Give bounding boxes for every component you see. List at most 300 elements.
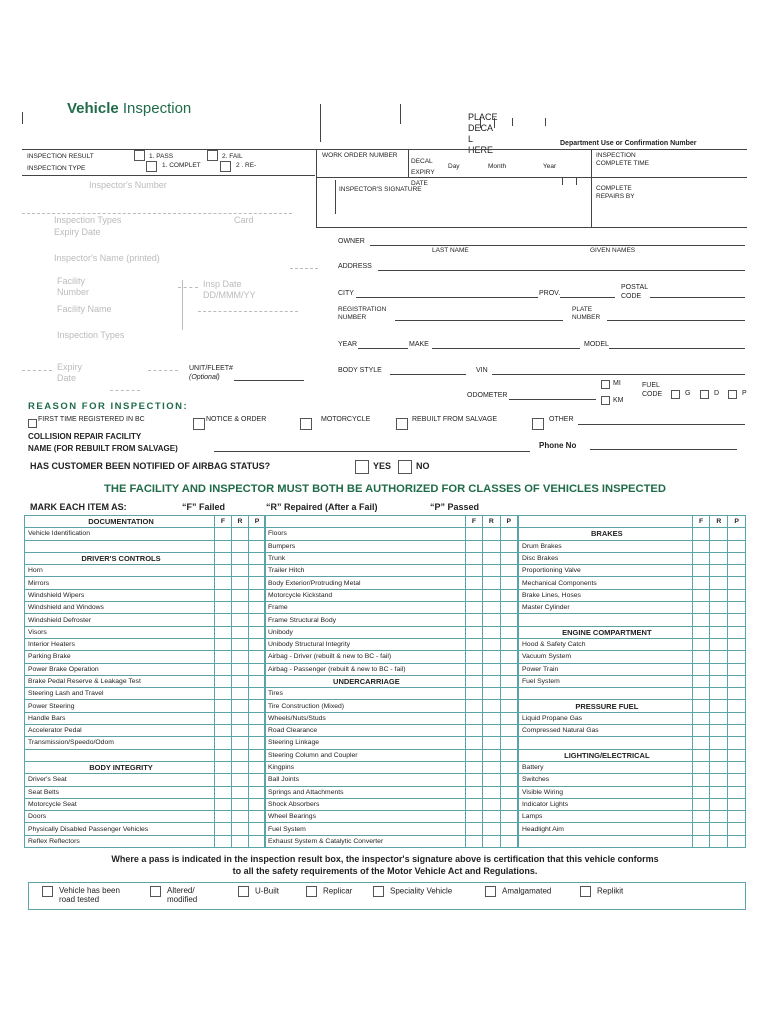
mark-cell-f[interactable]	[465, 798, 482, 810]
mark-cell-p[interactable]	[500, 565, 517, 577]
option-replikit[interactable]: Replikit	[580, 886, 623, 897]
mark-cell-p[interactable]	[500, 552, 517, 564]
mark-cell-r[interactable]	[232, 811, 249, 823]
mark-cell-f[interactable]	[215, 528, 232, 540]
mark-cell-f[interactable]	[215, 577, 232, 589]
mark-cell-p[interactable]	[249, 823, 266, 835]
mark-cell-r[interactable]	[710, 823, 728, 835]
mark-cell-p[interactable]	[249, 602, 266, 614]
mark-cell-p[interactable]	[500, 688, 517, 700]
mark-cell-p[interactable]	[500, 823, 517, 835]
mark-cell-f[interactable]	[215, 712, 232, 724]
mark-cell-r[interactable]	[232, 638, 249, 650]
mark-cell-f[interactable]	[465, 811, 482, 823]
mark-cell-p[interactable]	[728, 725, 746, 737]
mark-cell-p[interactable]	[728, 565, 746, 577]
mark-cell-r[interactable]	[232, 725, 249, 737]
item-label: Parking Brake	[25, 651, 215, 663]
mark-cell-r[interactable]	[483, 700, 500, 712]
mark-cell-r[interactable]	[710, 712, 728, 724]
mark-cell-r[interactable]	[710, 811, 728, 823]
pass-checkbox[interactable]	[134, 150, 145, 161]
mark-cell-p[interactable]	[249, 589, 266, 601]
mark-cell-p[interactable]	[500, 626, 517, 638]
mark-cell-r[interactable]	[232, 565, 249, 577]
mark-cell-f[interactable]	[215, 589, 232, 601]
item-label: Unibody	[265, 626, 466, 638]
unit-fleet-field[interactable]	[234, 380, 304, 381]
mark-cell-f[interactable]	[692, 589, 710, 601]
mark-cell-f[interactable]	[465, 614, 482, 626]
mark-cell-r[interactable]	[710, 577, 728, 589]
other-checkbox[interactable]	[532, 418, 544, 430]
mark-cell-f[interactable]	[465, 700, 482, 712]
mark-cell-p[interactable]	[500, 712, 517, 724]
mark-cell-p[interactable]	[500, 835, 517, 847]
item-label: Wheel Bearings	[265, 811, 466, 823]
km-label: KM	[613, 397, 624, 404]
mark-cell-f[interactable]	[692, 798, 710, 810]
item-label: Ball Joints	[265, 774, 466, 786]
mark-cell-f[interactable]	[465, 602, 482, 614]
mark-cell-p[interactable]	[500, 774, 517, 786]
mark-cell-p[interactable]	[249, 663, 266, 675]
owner-field[interactable]	[370, 245, 745, 246]
mark-cell-r[interactable]	[483, 663, 500, 675]
mark-cell-f[interactable]	[465, 823, 482, 835]
mark-cell-r[interactable]	[232, 651, 249, 663]
mark-cell-r[interactable]	[232, 688, 249, 700]
mark-cell-f[interactable]	[465, 589, 482, 601]
item-label: Unibody Structural Integrity	[265, 638, 466, 650]
mark-cell-r[interactable]	[232, 798, 249, 810]
km-checkbox[interactable]	[601, 396, 610, 405]
mark-cell-r[interactable]	[710, 663, 728, 675]
make-label: MAKE	[409, 341, 429, 348]
section-header: PRESSURE FUEL	[519, 700, 693, 712]
mark-cell-f[interactable]	[465, 761, 482, 773]
mark-cell-f[interactable]	[465, 835, 482, 847]
mark-cell-r[interactable]	[710, 540, 728, 552]
mark-cell-p[interactable]	[500, 638, 517, 650]
body-style-label: BODY STYLE	[338, 367, 382, 374]
table-row	[519, 565, 746, 577]
model-field[interactable]	[609, 348, 745, 349]
item-label: Mirrors	[25, 577, 215, 589]
option-speciality[interactable]: Speciality Vehicle	[373, 886, 452, 897]
section-header: DOCUMENTATION	[25, 516, 215, 528]
mark-cell-p[interactable]	[500, 540, 517, 552]
mark-cell-p[interactable]	[500, 811, 517, 823]
mi-checkbox[interactable]	[601, 380, 610, 389]
item-label: Indicator Lights	[519, 798, 693, 810]
table-row	[519, 540, 746, 552]
mark-cell-r[interactable]	[232, 626, 249, 638]
table-row	[25, 552, 266, 564]
mark-cell-f[interactable]	[692, 638, 710, 650]
mark-cell-p[interactable]	[500, 725, 517, 737]
mark-cell-r[interactable]	[710, 589, 728, 601]
table-row	[25, 774, 266, 786]
mark-cell-p[interactable]	[249, 774, 266, 786]
year-field[interactable]	[358, 348, 408, 349]
item-label: Trailer Hitch	[265, 565, 466, 577]
reinspect-checkbox[interactable]	[220, 161, 231, 172]
collision-label-1: COLLISION REPAIR FACILITY	[28, 432, 142, 441]
mark-cell-f[interactable]	[692, 651, 710, 663]
mark-cell-f[interactable]	[692, 823, 710, 835]
fuel-p-checkbox[interactable]	[728, 390, 737, 399]
mark-cell-f[interactable]	[215, 798, 232, 810]
city-field[interactable]	[356, 297, 538, 298]
mark-cell-f[interactable]	[465, 749, 482, 761]
mark-cell-r[interactable]	[710, 552, 728, 564]
mark-cell-p[interactable]	[500, 798, 517, 810]
mark-cell-f[interactable]	[215, 737, 232, 749]
mark-repaired: “R” Repaired (After a Fail)	[266, 502, 378, 512]
mark-cell-r	[232, 552, 249, 564]
mark-cell-f[interactable]	[215, 614, 232, 626]
mark-cell-f[interactable]	[465, 651, 482, 663]
vin-field[interactable]	[492, 374, 745, 375]
odometer-field[interactable]	[509, 399, 596, 400]
item-label: Road Clearance	[265, 725, 466, 737]
address-field[interactable]	[378, 270, 745, 271]
notice-label: NOTICE & ORDER	[206, 416, 267, 423]
mark-cell-r[interactable]	[232, 712, 249, 724]
mark-cell-p[interactable]	[249, 626, 266, 638]
mark-cell-r[interactable]	[710, 774, 728, 786]
mark-cell-r[interactable]	[483, 552, 500, 564]
mark-cell-f[interactable]	[692, 675, 710, 687]
table-row	[265, 552, 518, 564]
phone-field[interactable]	[590, 449, 737, 450]
mark-cell-f[interactable]	[215, 774, 232, 786]
table-row	[519, 589, 746, 601]
mark-cell-p[interactable]	[500, 589, 517, 601]
other-label: OTHER	[549, 416, 574, 423]
inspection-types: Inspection Types	[54, 215, 122, 225]
mark-cell-f[interactable]	[215, 688, 232, 700]
mark-cell-r[interactable]	[232, 614, 249, 626]
mark-cell-p[interactable]	[249, 700, 266, 712]
mark-cell-p[interactable]	[249, 798, 266, 810]
item-label	[519, 737, 693, 749]
mark-cell-f[interactable]	[215, 565, 232, 577]
collision-facility-field[interactable]	[214, 451, 530, 452]
item-label	[25, 540, 215, 552]
item-label: Kingpins	[265, 761, 466, 773]
mark-cell-p[interactable]	[249, 725, 266, 737]
registration-field[interactable]	[395, 320, 563, 321]
mark-cell-r[interactable]	[483, 565, 500, 577]
mark-cell-f[interactable]	[465, 712, 482, 724]
salvage-checkbox[interactable]	[396, 418, 408, 430]
mark-cell-p[interactable]	[728, 651, 746, 663]
option-altered[interactable]: Altered/ modified	[150, 886, 197, 904]
mark-cell-r[interactable]	[483, 577, 500, 589]
mark-cell-f[interactable]	[465, 565, 482, 577]
prov-field[interactable]	[560, 297, 615, 298]
mark-cell-f[interactable]	[465, 725, 482, 737]
postal-code-field[interactable]	[650, 297, 745, 298]
reinspect-label: 2 . RE-	[236, 162, 257, 169]
mark-cell-r[interactable]	[232, 589, 249, 601]
mark-cell-r[interactable]	[483, 626, 500, 638]
mark-cell-f[interactable]	[465, 688, 482, 700]
mark-cell-p[interactable]	[728, 602, 746, 614]
mark-cell-p	[249, 749, 266, 761]
mark-cell-f[interactable]	[465, 663, 482, 675]
mark-cell-f[interactable]	[465, 638, 482, 650]
mark-cell-r[interactable]	[710, 798, 728, 810]
mark-cell-p[interactable]	[500, 663, 517, 675]
mark-cell-r[interactable]	[232, 577, 249, 589]
complete-time-label: INSPECTION COMPLETE TIME	[596, 152, 649, 167]
mark-cell-r[interactable]	[483, 725, 500, 737]
mark-cell-r[interactable]	[232, 786, 249, 798]
make-field[interactable]	[432, 348, 580, 349]
card-label: Card	[234, 215, 254, 225]
mark-cell-p	[728, 737, 746, 749]
mark-cell-f[interactable]	[465, 737, 482, 749]
mark-cell-r[interactable]	[483, 602, 500, 614]
fuel-d-checkbox[interactable]	[700, 390, 709, 399]
mark-cell-r[interactable]	[483, 774, 500, 786]
mark-cell-r[interactable]	[483, 540, 500, 552]
mark-cell-r[interactable]	[710, 651, 728, 663]
mark-cell-p[interactable]	[728, 663, 746, 675]
mark-cell-r[interactable]	[710, 565, 728, 577]
mark-cell-p[interactable]	[500, 737, 517, 749]
mark-cell-r[interactable]	[483, 761, 500, 773]
insp-date: Insp Date DD/MMM/YY	[203, 279, 256, 300]
mark-cell-r[interactable]	[483, 749, 500, 761]
mark-cell-r[interactable]	[483, 638, 500, 650]
mark-cell-f[interactable]	[465, 786, 482, 798]
mark-cell-f[interactable]	[692, 761, 710, 773]
mark-cell-p[interactable]	[500, 602, 517, 614]
item-label: Handle Bars	[25, 712, 215, 724]
mark-cell-r[interactable]	[483, 712, 500, 724]
item-label: Exhaust System & Catalytic Converter	[265, 835, 466, 847]
mark-cell-f[interactable]	[692, 663, 710, 675]
table-row	[519, 725, 746, 737]
mark-cell-f[interactable]	[215, 626, 232, 638]
mark-cell-r[interactable]	[232, 835, 249, 847]
mark-cell-r[interactable]	[710, 725, 728, 737]
mark-cell-r[interactable]	[483, 528, 500, 540]
mark-cell-f	[215, 540, 232, 552]
mark-cell-r[interactable]	[232, 700, 249, 712]
item-label	[519, 614, 693, 626]
motorcycle-checkbox[interactable]	[300, 418, 312, 430]
inspection-result-label: INSPECTION RESULT	[27, 153, 94, 160]
mark-cell-p	[728, 688, 746, 700]
mark-cell-p[interactable]	[500, 528, 517, 540]
mark-cell-f[interactable]	[692, 774, 710, 786]
mark-cell-p[interactable]	[728, 589, 746, 601]
mark-cell-p[interactable]	[249, 651, 266, 663]
fuel-g-checkbox[interactable]	[671, 390, 680, 399]
mark-cell-r[interactable]	[710, 786, 728, 798]
mark-cell-p[interactable]	[249, 528, 266, 540]
item-label: Power Train	[519, 663, 693, 675]
mark-cell-p[interactable]	[249, 737, 266, 749]
mark-cell-p[interactable]	[249, 811, 266, 823]
fail-checkbox[interactable]	[207, 150, 218, 161]
mark-cell-p	[728, 528, 746, 540]
mark-cell-p[interactable]	[728, 638, 746, 650]
mark-cell-p[interactable]	[728, 540, 746, 552]
mark-cell-f[interactable]	[215, 786, 232, 798]
mark-cell-f[interactable]	[215, 811, 232, 823]
mark-cell-r[interactable]	[232, 774, 249, 786]
mark-cell-p[interactable]	[728, 712, 746, 724]
item-label: Master Cylinder	[519, 602, 693, 614]
mark-cell-r[interactable]	[232, 602, 249, 614]
mark-cell-f[interactable]	[465, 552, 482, 564]
mark-cell-p[interactable]	[728, 577, 746, 589]
option-replicar[interactable]: Replicar	[306, 886, 352, 897]
mark-cell-f[interactable]	[465, 577, 482, 589]
mark-cell-r[interactable]	[232, 737, 249, 749]
table-row	[265, 589, 518, 601]
mark-cell-p[interactable]	[249, 786, 266, 798]
mark-cell-r[interactable]	[483, 811, 500, 823]
mark-cell-r[interactable]	[483, 737, 500, 749]
table-header-row	[25, 516, 266, 528]
mark-cell-f[interactable]	[215, 835, 232, 847]
item-label: Power Brake Operation	[25, 663, 215, 675]
mark-cell-r[interactable]	[710, 675, 728, 687]
mark-cell-p[interactable]	[249, 638, 266, 650]
mark-cell-p[interactable]	[728, 774, 746, 786]
mark-cell-p[interactable]	[249, 688, 266, 700]
plate-label: PLATE NUMBER	[572, 306, 601, 321]
item-label: Trunk	[265, 552, 466, 564]
plate-field[interactable]	[607, 320, 745, 321]
mark-cell-f[interactable]	[692, 552, 710, 564]
mark-cell-p[interactable]	[728, 811, 746, 823]
table-row	[519, 614, 746, 626]
airbag-yes-label: YES	[373, 461, 392, 471]
complete-checkbox[interactable]	[146, 161, 157, 172]
mark-cell-r[interactable]	[483, 688, 500, 700]
mark-cell-f[interactable]	[692, 602, 710, 614]
mark-cell-f[interactable]	[465, 774, 482, 786]
mark-cell-p[interactable]	[249, 565, 266, 577]
mark-cell-p[interactable]	[500, 577, 517, 589]
mark-cell-f[interactable]	[215, 663, 232, 675]
mark-cell-r[interactable]	[710, 761, 728, 773]
mark-cell-p[interactable]	[728, 552, 746, 564]
mark-cell-p[interactable]	[500, 786, 517, 798]
mark-cell-f[interactable]	[692, 712, 710, 724]
mark-cell-f[interactable]	[692, 565, 710, 577]
mark-cell-p[interactable]	[500, 700, 517, 712]
mark-cell-p[interactable]	[728, 761, 746, 773]
mark-cell-r[interactable]	[483, 823, 500, 835]
mark-cell-r[interactable]	[483, 835, 500, 847]
mark-cell-f[interactable]	[692, 725, 710, 737]
mark-cell-p[interactable]	[500, 749, 517, 761]
mark-cell-f[interactable]	[215, 638, 232, 650]
mark-cell-p[interactable]	[500, 761, 517, 773]
body-style-field[interactable]	[390, 374, 466, 375]
table-row	[265, 761, 518, 773]
mark-cell-p[interactable]	[728, 798, 746, 810]
section-header: DRIVER'S CONTROLS	[25, 552, 215, 564]
table-row	[25, 725, 266, 737]
vin-label: VIN	[476, 367, 488, 374]
notice-checkbox[interactable]	[193, 418, 205, 430]
mark-cell-p[interactable]	[500, 614, 517, 626]
mark-cell-f[interactable]	[215, 700, 232, 712]
signature-label: INSPECTOR'S SIGNATURE	[339, 186, 422, 193]
mark-cell-p[interactable]	[249, 712, 266, 724]
mark-cell-r[interactable]	[710, 602, 728, 614]
facility-name: Facility Name	[57, 304, 112, 314]
option-u-built[interactable]: U-Built	[238, 886, 279, 897]
mark-cell-p[interactable]	[249, 675, 266, 687]
mark-cell-f[interactable]	[465, 540, 482, 552]
item-label: Brake Lines, Hoses	[519, 589, 693, 601]
airbag-yes-checkbox[interactable]	[355, 460, 369, 474]
mark-cell-r[interactable]	[232, 663, 249, 675]
option-road-tested[interactable]: Vehicle has been road tested	[42, 886, 120, 904]
airbag-no-checkbox[interactable]	[398, 460, 412, 474]
mark-cell-r[interactable]	[483, 614, 500, 626]
mark-cell-f[interactable]	[215, 823, 232, 835]
item-label: Interior Heaters	[25, 638, 215, 650]
mark-cell-f[interactable]	[692, 811, 710, 823]
option-amalgamated[interactable]: Amalgamated	[485, 886, 551, 897]
table-row	[25, 663, 266, 675]
item-label: Frame	[265, 602, 466, 614]
mark-cell-r[interactable]	[483, 786, 500, 798]
mark-cell-f[interactable]	[215, 651, 232, 663]
mark-cell-p[interactable]	[249, 577, 266, 589]
mark-cell-f[interactable]	[215, 602, 232, 614]
mark-cell-r[interactable]	[232, 675, 249, 687]
other-field[interactable]	[578, 424, 745, 425]
first-time-checkbox[interactable]	[28, 419, 37, 428]
mark-cell-f[interactable]	[465, 528, 482, 540]
mark-cell-f[interactable]	[215, 675, 232, 687]
mark-cell-p[interactable]	[249, 835, 266, 847]
mark-cell-p[interactable]	[728, 823, 746, 835]
section-header: BRAKES	[519, 528, 693, 540]
item-label: Mechanical Components	[519, 577, 693, 589]
mark-cell-p[interactable]	[249, 614, 266, 626]
mark-cell-f[interactable]	[692, 540, 710, 552]
mark-cell-r[interactable]	[483, 651, 500, 663]
mark-cell-r[interactable]	[483, 589, 500, 601]
mark-cell-f[interactable]	[215, 725, 232, 737]
mark-cell-f[interactable]	[692, 786, 710, 798]
mark-cell-p[interactable]	[728, 675, 746, 687]
mark-cell-p[interactable]	[500, 651, 517, 663]
mark-cell-r[interactable]	[232, 528, 249, 540]
mark-cell-p[interactable]	[728, 786, 746, 798]
mark-cell-r[interactable]	[710, 638, 728, 650]
mark-cell-r[interactable]	[232, 823, 249, 835]
mark-cell-f[interactable]	[465, 626, 482, 638]
mark-cell-r[interactable]	[483, 798, 500, 810]
mark-cell-f[interactable]	[692, 577, 710, 589]
table-row	[519, 761, 746, 773]
